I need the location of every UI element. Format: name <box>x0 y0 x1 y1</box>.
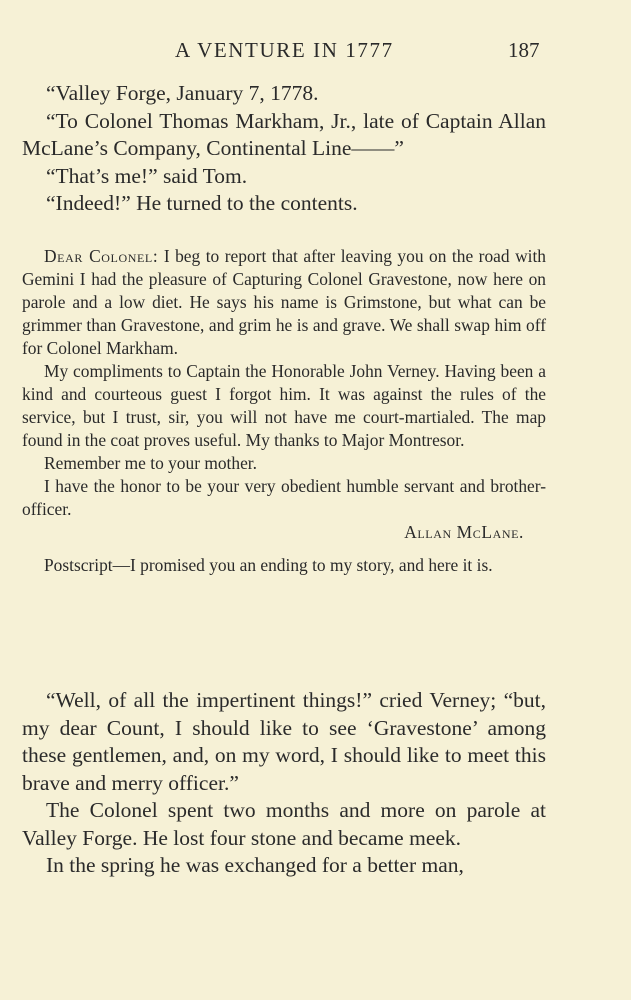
letter-postscript: Postscript—I promised you an ending to my story, and here it is. <box>44 555 493 575</box>
letter-paragraph <box>22 245 546 360</box>
letter-signature: Allan McLane. <box>404 522 524 542</box>
letter-paragraph: My compliments to Captain the Honorable John Verney. Having been a kind and courteous guest I forgot him. It was against the rules of the service, but I trust, sir, you will not have me court-martialed. The map found in the coat proves useful. My thanks to Major Montresor. <box>22 361 546 450</box>
narrative-paragraph: In the spring he was exchanged for a better man, <box>46 853 464 877</box>
letter-dateline: “Valley Forge, January 7, 1778. <box>46 81 319 105</box>
page-number: 187 <box>508 38 540 62</box>
narrative-paragraph: The Colonel spent two months and more on parole at Valley Forge. He lost four stone and became meek. <box>22 798 546 850</box>
letter-paragraph-text: I beg to report that after leaving you on the road with Gemini I had the pleasure of Capturing Colonel Gravestone, now here on parole and a low diet. He says his name is Grimstone, but what can be grimmer than Gravestone, and grim he is and grave. We shall swap him off for Colonel Markham. <box>22 246 546 358</box>
spacer <box>22 544 546 554</box>
narration-line: “Indeed!” He turned to the contents. <box>46 191 358 215</box>
letter-paragraph: I have the honor to be your very obedient humble servant and brother-officer. <box>22 476 546 519</box>
running-head <box>0 38 631 68</box>
dialogue-line: “That’s me!” said Tom. <box>46 163 248 188</box>
letter-body <box>22 245 546 577</box>
letter-address: “To Colonel Thomas Markham, Jr., late of Captain Allan McLane’s Company, Continental Line——” <box>22 108 546 160</box>
letter-paragraph: Remember me to your mother. <box>44 453 257 473</box>
running-title: A VENTURE IN 1777 <box>175 38 394 62</box>
opening-section <box>22 80 546 218</box>
letter-salutation: Dear Colonel: <box>44 246 159 266</box>
narrative-paragraph: “Well, of all the impertinent things!” cried Verney; “but, my dear Count, I should like to see ‘Gravestone’ among these gentlemen, and, on my word, I should like to meet this brave and merry officer.” <box>22 688 546 795</box>
closing-section <box>22 687 546 880</box>
